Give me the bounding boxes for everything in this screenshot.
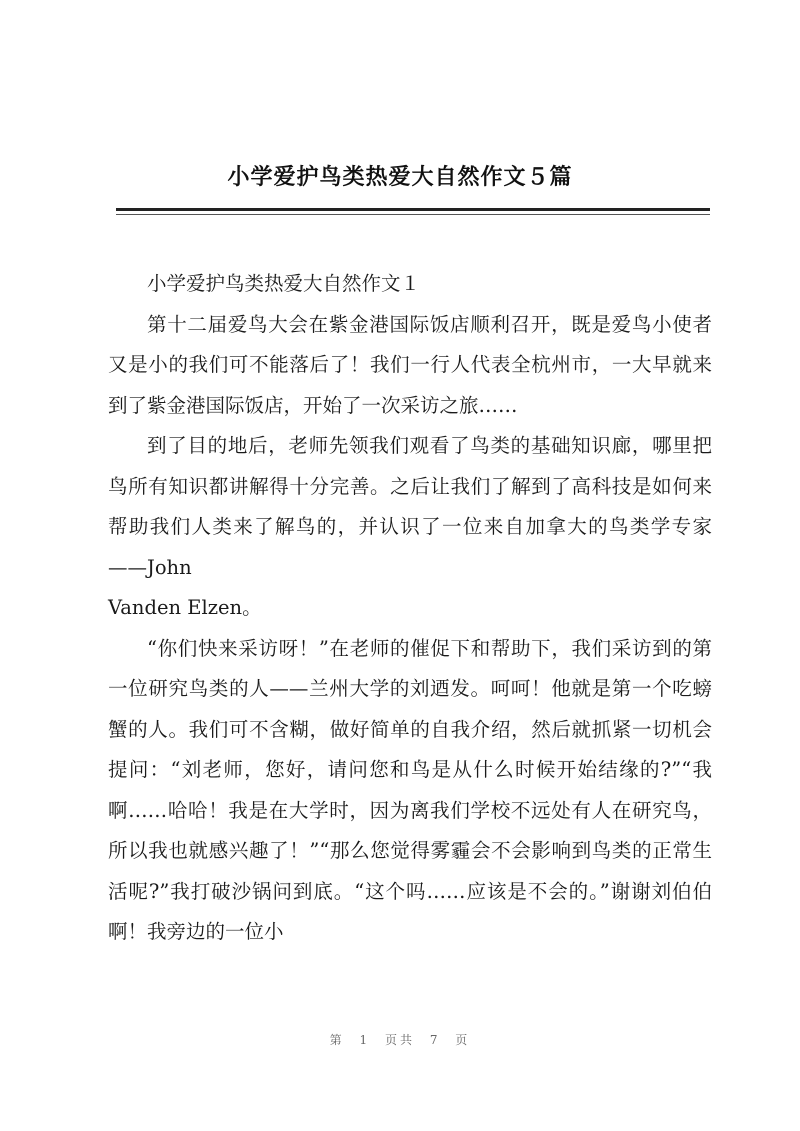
document-body xyxy=(108,264,712,953)
footer-label-unit: 页 xyxy=(455,1033,471,1047)
page-footer xyxy=(0,1031,800,1048)
title-divider-thin xyxy=(116,214,710,215)
paragraph: “你们快来采访呀！”在老师的催促下和帮助下，我们采访到的第一位研究鸟类的人——兰州大学的刘迺发。呵呵！他就是第一个吃螃蟹的人。我们可不含糊，做好简单的自我介绍，然后就抓紧一切机会提问：“刘老师，您好，请问您和鸟是从什么时候开始结缘的?”“我啊……哈哈！我是在大学时，因为离我们学校不远处有人在研究鸟，所以我也就感兴趣了！”“那么您觉得雾霾会不会影响到鸟类的正常生活呢?”我打破沙锅问到底。“这个吗……应该是不会的。”谢谢刘伯伯啊！我旁边的一位小 xyxy=(108,636,712,943)
footer-label-page: 第 xyxy=(329,1033,345,1047)
section-heading: 小学爱护鸟类热爱大自然作文１ xyxy=(147,272,421,295)
paragraph: 第十二届爱鸟大会在紫金港国际饭店顺利召开，既是爱鸟小使者又是小的我们可不能落后了！我们一行人代表全杭州市，一大早就来到了紫金港国际饭店，开始了一次采访之旅…… xyxy=(108,312,712,417)
footer-current-page: 1 xyxy=(359,1033,371,1047)
paragraph-continuation: Vanden Elzen。 xyxy=(108,596,262,619)
document-title: 小学爱护鸟类热爱大自然作文５篇 xyxy=(227,164,573,190)
footer-total-pages: 7 xyxy=(429,1033,441,1047)
footer-label-of: 页共 xyxy=(384,1033,415,1047)
title-divider-thick xyxy=(116,208,710,211)
paragraph: 到了目的地后，老师先领我们观看了鸟类的基础知识廊，哪里把鸟所有知识都讲解得十分完善。之后让我们了解到了高科技是如何来帮助我们人类来了解鸟的，并认识了一位来自加拿大的鸟类学专家——John xyxy=(108,434,712,579)
